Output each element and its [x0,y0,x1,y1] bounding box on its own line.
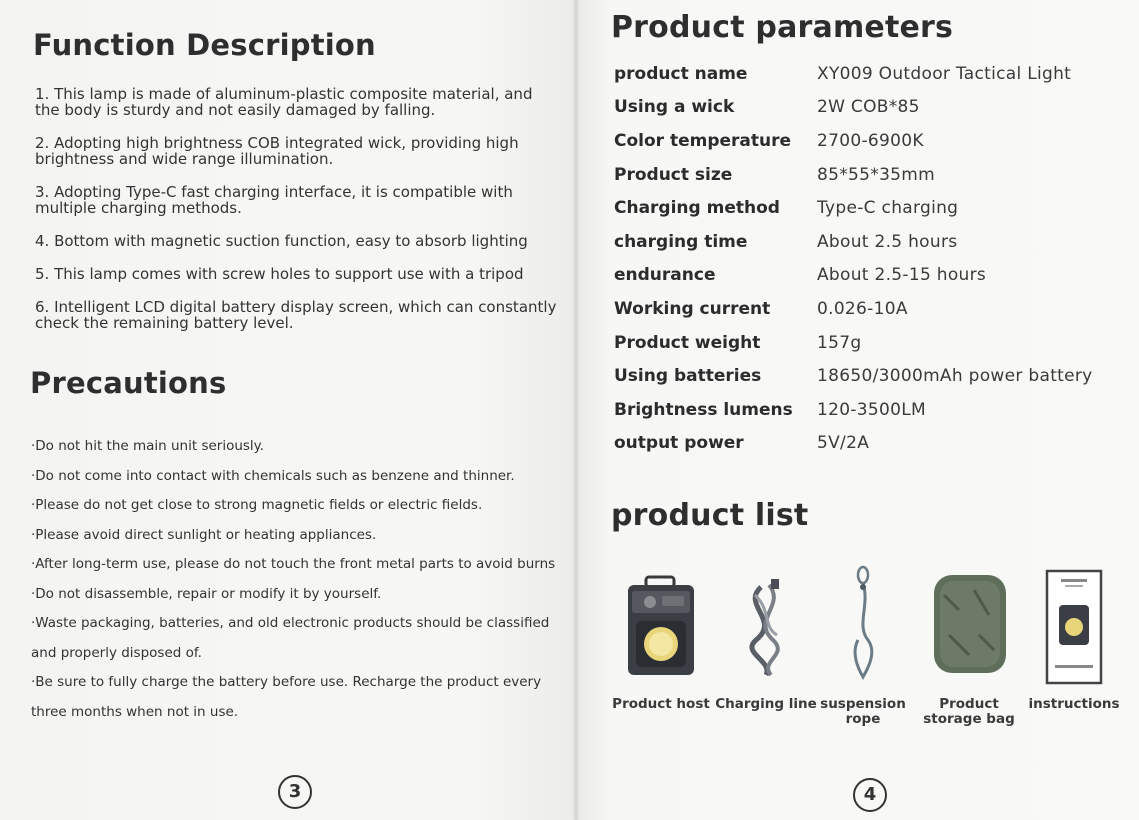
list-item [606,565,716,712]
param-value: 85*55*35mm [817,164,936,185]
param-value: About 2.5-15 hours [817,265,987,286]
lamp-icon [606,565,716,685]
cable-icon [711,565,821,685]
precaution-item: ·After long-term use, please do not touch the front metal parts to avoid burns [31,556,556,572]
function-description-title: Function Description [33,28,376,62]
list-item-label: Product host [612,696,710,712]
list-item [711,565,821,712]
function-item: 2. Adopting high brightness COB integrated wick, providing high brightness and wide range illumination. [35,134,519,168]
page-number-right: 4 [853,778,887,812]
function-item: 4. Bottom with magnetic suction function, easy to absorb lighting [35,232,528,250]
parameters-table [614,57,1093,460]
manual-icon [1019,565,1129,685]
page-number-left: 3 [278,775,312,809]
param-value: 157g [817,332,862,353]
param-label: Using a wick [614,97,735,118]
precaution-item: ·Do not come into contact with chemicals such as benzene and thinner. [31,467,515,484]
function-item: 6. Intelligent LCD digital battery display screen, which can constantly check the remaining battery level. [35,298,557,332]
function-list [35,86,560,348]
list-item [808,565,918,727]
param-value: 120-3500LM [817,399,926,420]
param-label: Product weight [614,332,761,353]
bag-icon [914,565,1024,685]
precaution-item: ·Do not disassemble, repair or modify it by yourself. [31,585,382,602]
param-value: XY009 Outdoor Tactical Light [817,63,1072,84]
precaution-item: three months when not in use. [31,703,239,720]
table-row [614,191,1093,225]
param-value: About 2.5 hours [817,231,958,252]
list-item-label: Product storage bag [923,696,1015,727]
precaution-item: ·Waste packaging, batteries, and old electronic products should be classified [31,615,550,631]
precaution-item: ·Do not hit the main unit seriously. [31,438,265,454]
table-row [614,359,1093,393]
param-label: Color temperature [614,130,792,151]
param-value: 0.026-10A [817,298,908,319]
product-list-title: product list [611,498,809,533]
param-label: Using batteries [614,366,762,387]
table-row [614,292,1093,326]
table-row [614,326,1093,360]
param-label: Product size [614,164,733,185]
param-value: 2W COB*85 [817,97,920,118]
product-list [611,565,1136,745]
table-row [614,91,1093,125]
precaution-item: ·Please do not get close to strong magnetic fields or electric fields. [31,497,483,513]
precaution-item: ·Please avoid direct sunlight or heating appliances. [31,526,377,543]
right-page [577,0,1139,820]
list-item-label: instructions [1028,696,1120,712]
precautions-title: Precautions [30,366,227,400]
list-item [914,565,1024,727]
param-label: product name [614,63,748,84]
param-label: Charging method [614,198,780,219]
param-label: Brightness lumens [614,399,793,420]
param-label: endurance [614,265,716,286]
precautions-list [31,432,561,727]
table-row [614,393,1093,427]
table-row [614,259,1093,293]
table-row [614,124,1093,158]
product-parameters-title: Product parameters [611,10,954,45]
page-fold [573,0,579,820]
list-item-label: suspension rope [820,696,906,727]
param-value: Type-C charging [817,198,959,219]
function-item: 5. This lamp comes with screw holes to support use with a tripod [35,265,524,283]
list-item-label: Charging line [715,696,817,712]
table-row [614,427,1093,461]
param-value: 18650/3000mAh power battery [817,366,1093,387]
function-item: 3. Adopting Type-C fast charging interface, it is compatible with multiple charging methods. [35,183,513,217]
param-value: 2700-6900K [817,130,924,151]
function-item: 1. This lamp is made of aluminum-plastic composite material, and the body is sturdy and not easily damaged by falling. [35,85,533,119]
param-label: Working current [614,298,771,319]
table-row [614,225,1093,259]
param-label: output power [614,433,744,454]
precaution-item: ·Be sure to fully charge the battery before use. Recharge the product every [31,674,542,690]
param-value: 5V/2A [817,433,870,454]
rope-icon [808,565,918,685]
table-row [614,158,1093,192]
list-item [1019,565,1129,712]
table-row [614,57,1093,91]
precaution-item: and properly disposed of. [31,644,202,661]
param-label: charging time [614,231,748,252]
